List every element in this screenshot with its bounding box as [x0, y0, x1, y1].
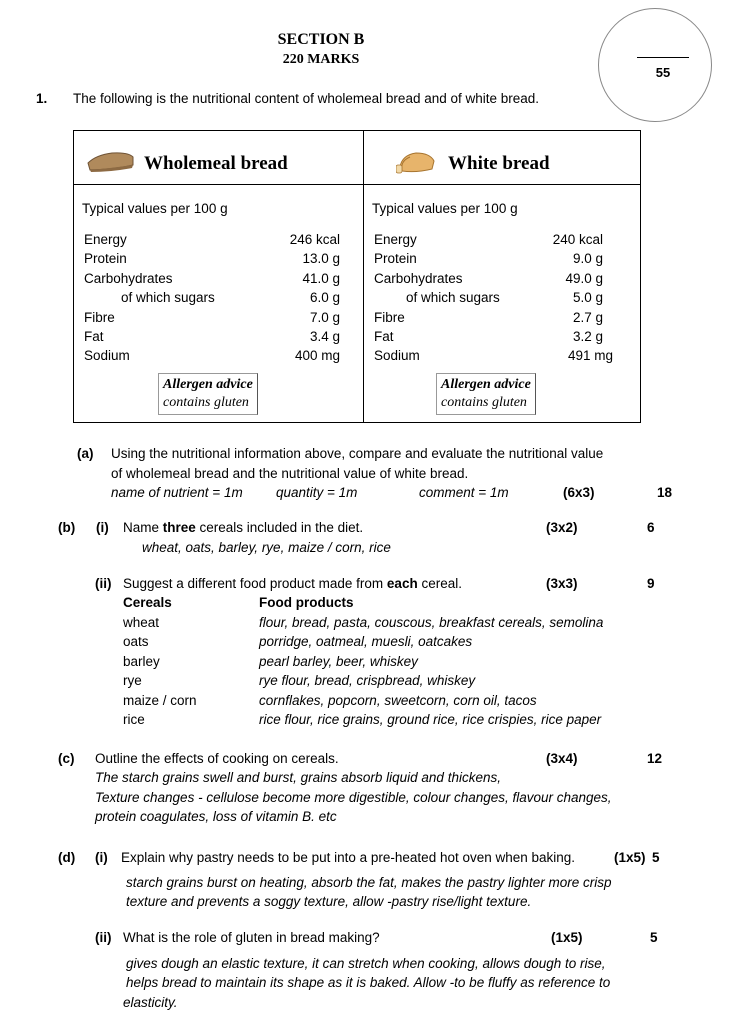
part-d-ii-marks: 5	[650, 930, 658, 945]
section-title: SECTION B	[277, 31, 365, 48]
wholemeal-loaf-icon	[86, 149, 136, 173]
part-d-ii-answer-line: helps bread to maintain its shape as it is baked. Allow -to be fluffy as reference to	[126, 975, 611, 990]
cereal-products: porridge, oatmeal, muesli, oatcakes	[259, 634, 473, 649]
score-circle	[598, 8, 712, 122]
part-d-i-answer-line: texture and prevents a soggy texture, allow -pastry rise/light texture.	[126, 894, 532, 909]
part-b-i-marks: 6	[647, 520, 655, 535]
wholemeal-typical-label: Typical values per 100 g	[82, 201, 228, 216]
part-a-marks: 18	[657, 485, 673, 500]
cereal-name: rice	[123, 712, 145, 727]
part-d-ii-answer-line: gives dough an elastic texture, it can stretch when cooking, allows dough to rise,	[126, 956, 606, 971]
question-text: The following is the nutritional content of wholemeal bread and of white bread.	[73, 91, 540, 106]
wholemeal-header	[74, 131, 364, 185]
part-b-ii-label: (ii)	[95, 576, 112, 591]
white-header	[364, 131, 641, 185]
allergen-text: contains gluten	[163, 395, 249, 410]
part-d-ii-answer-line: elasticity.	[123, 995, 178, 1010]
white-values: Typical values per 100 g Energy 240 kcal Protein 9.0 g Carbohydrates 49.0 g of which sugars 5.0 g Fibre 2.7 g Fat 3.2 g Sodium 491 mg Allergen advice contains gluten	[364, 185, 641, 423]
part-a-scheme-quantity: quantity = 1m	[276, 485, 358, 500]
part-c-allocation: (3x4)	[546, 751, 578, 766]
part-c-marks: 12	[647, 751, 663, 766]
cereal-products: rye flour, bread, crispbread, whiskey	[259, 673, 476, 688]
part-b-i-answer: wheat, oats, barley, rye, maize / corn, rice	[142, 540, 391, 555]
part-a-scheme-nutrient: name of nutrient = 1m	[111, 485, 243, 500]
cereal-products: rice flour, rice grains, ground rice, rice crispies, rice paper	[259, 712, 602, 727]
section-marks: 220 MARKS	[282, 52, 360, 67]
wholemeal-values: Typical values per 100 g Energy 246 kcal Protein 13.0 g Carbohydrates 41.0 g of which sugars 6.0 g Fibre 7.0 g Fat 3.4 g Sodium 400 mg Allergen advice contains gluten	[74, 185, 364, 423]
part-b-ii-marks: 9	[647, 576, 655, 591]
cereal-name: maize / corn	[123, 693, 197, 708]
part-b-i-allocation: (3x2)	[546, 520, 578, 535]
score-value: 55	[655, 65, 671, 80]
part-a-allocation: (6x3)	[563, 485, 595, 500]
part-b-ii-allocation: (3x3)	[546, 576, 578, 591]
cereal-name: oats	[123, 634, 149, 649]
part-c-answer-line: Texture changes - cellulose become more digestible, colour changes, flavour changes,	[95, 790, 612, 805]
cereal-name: wheat	[123, 615, 160, 630]
part-a-label: (a)	[77, 446, 94, 461]
part-c-question: Outline the effects of cooking on cereals.	[95, 751, 339, 766]
part-d-i-answer-line: starch grains burst on heating, absorb the fat, makes the pastry lighter more crisp	[126, 875, 612, 890]
part-d-i-marks: 5	[652, 850, 660, 865]
cereal-products: pearl barley, beer, whiskey	[259, 654, 418, 669]
part-b-label: (b)	[58, 520, 76, 535]
part-d-ii-allocation: (1x5)	[551, 930, 583, 945]
part-d-i-question: Explain why pastry needs to be put into a pre-heated hot oven when baking.	[121, 850, 576, 865]
part-c-label: (c)	[58, 751, 75, 766]
white-loaf-icon	[396, 149, 438, 175]
cereal-products: flour, bread, pasta, couscous, breakfast cereals, semolina	[259, 615, 604, 630]
part-b-i-label: (i)	[96, 520, 109, 535]
part-d-label: (d)	[58, 850, 76, 865]
part-a-line1: Using the nutritional information above, compare and evaluate the nutritional value	[111, 446, 604, 461]
allergen-text: contains gluten	[441, 395, 527, 410]
part-d-ii-label: (ii)	[95, 930, 112, 945]
question-number: 1.	[36, 91, 48, 106]
part-b-ii-question: Suggest a different food product made from each cereal.	[123, 576, 462, 591]
allergen-title: Allergen advice	[441, 377, 531, 392]
part-a-scheme-comment: comment = 1m	[419, 485, 509, 500]
part-d-i-label: (i)	[95, 850, 108, 865]
cereal-name: rye	[123, 673, 142, 688]
nutrition-table	[73, 130, 641, 423]
part-c-answer-line: The starch grains swell and burst, grains absorb liquid and thickens,	[95, 770, 501, 785]
food-products-header: Food products	[259, 595, 354, 610]
part-b-i-question: Name three cereals included in the diet.	[123, 520, 364, 535]
wholemeal-title: Wholemeal bread	[144, 153, 288, 174]
allergen-advice-box	[436, 373, 536, 415]
allergen-title: Allergen advice	[163, 377, 253, 392]
part-d-ii-question: What is the role of gluten in bread making?	[123, 930, 380, 945]
part-a-line2: of wholemeal bread and the nutritional value of white bread.	[111, 466, 469, 481]
part-d-i-allocation: (1x5)	[614, 850, 646, 865]
part-c-answer-line: protein coagulates, loss of vitamin B. etc	[95, 809, 337, 824]
white-title: White bread	[448, 153, 550, 174]
allergen-advice-box	[158, 373, 258, 415]
cereal-products: cornflakes, popcorn, sweetcorn, corn oil, tacos	[259, 693, 537, 708]
score-line	[637, 57, 689, 58]
cereal-name: barley	[123, 654, 160, 669]
cereals-header: Cereals	[123, 595, 172, 610]
white-typical-label: Typical values per 100 g	[372, 201, 518, 216]
